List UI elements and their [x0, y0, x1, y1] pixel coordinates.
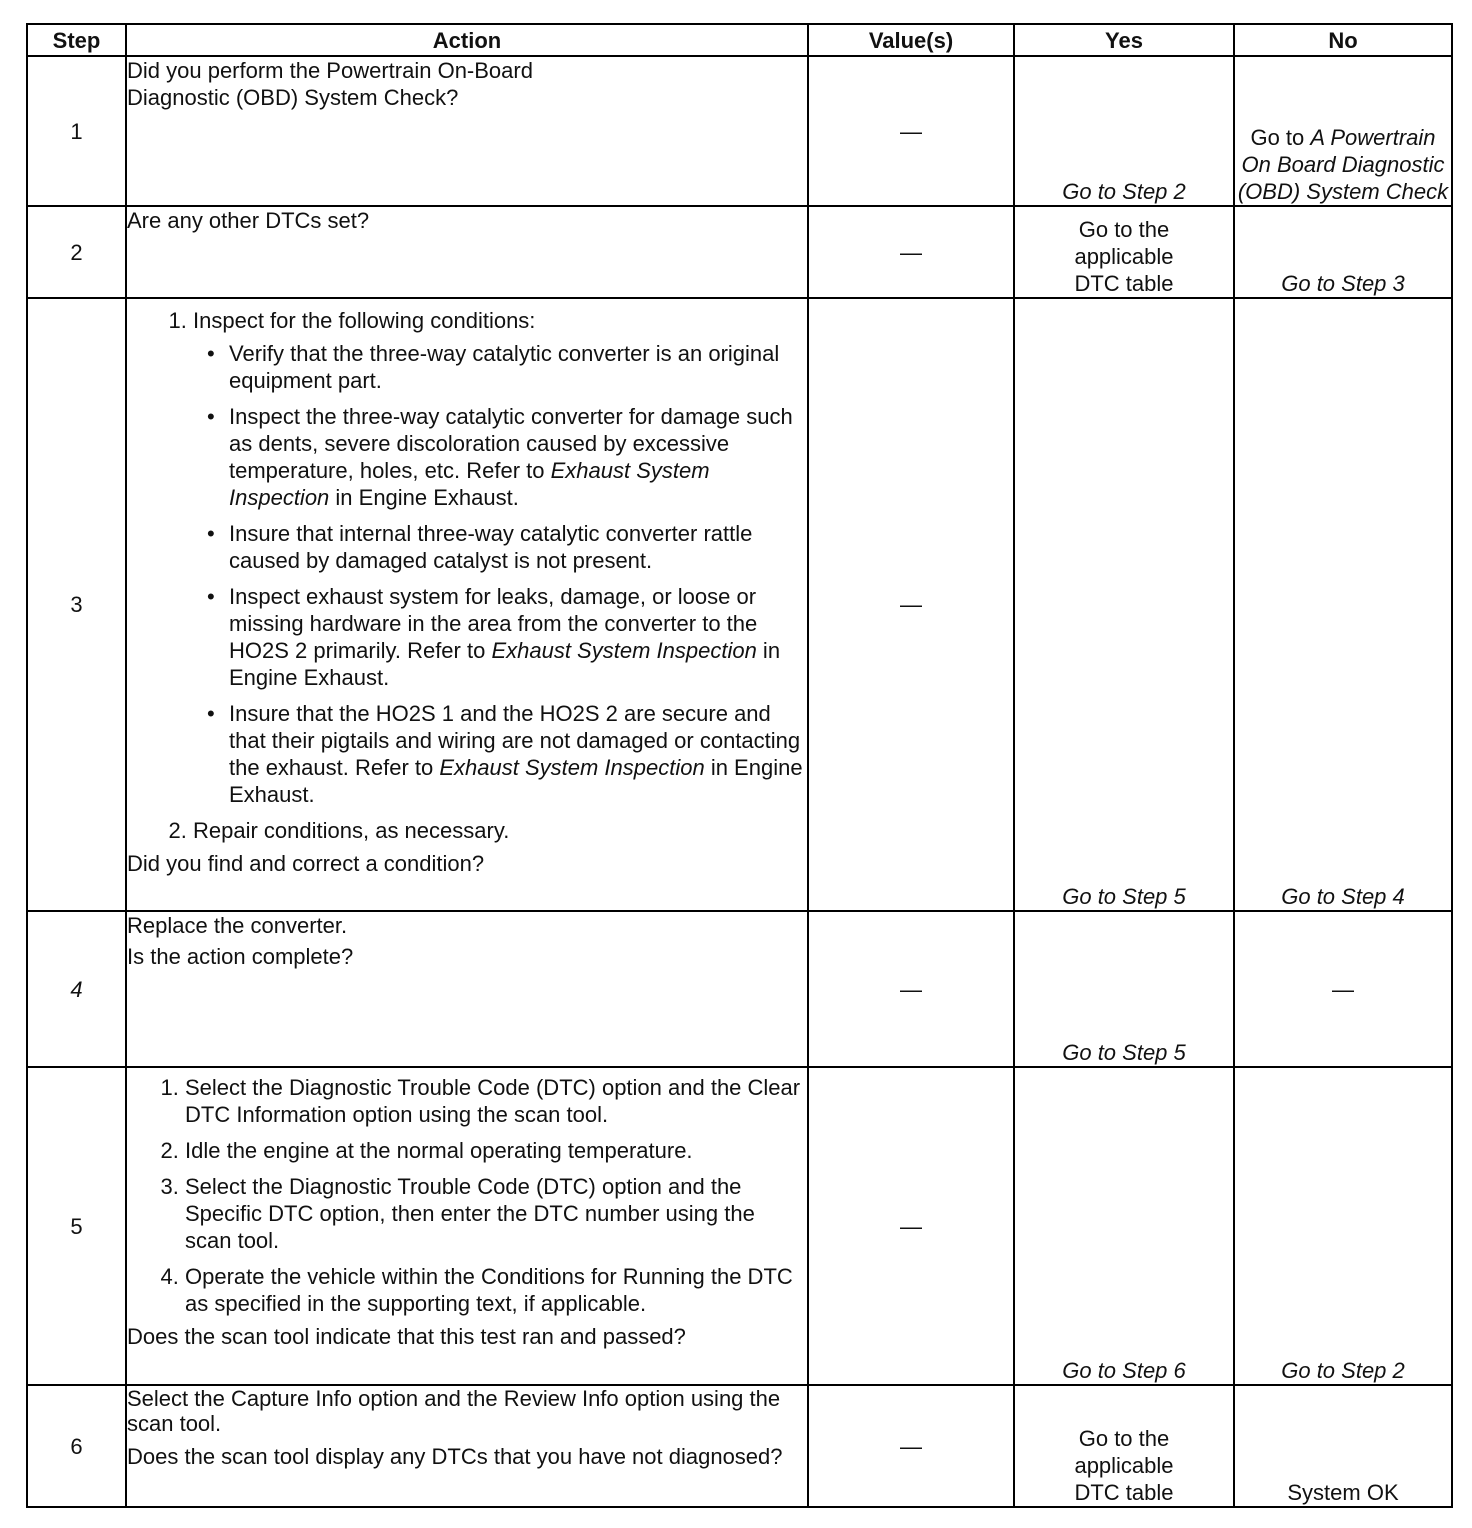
table-row-step-4: [27, 911, 1452, 1067]
no-cell: —: [1234, 911, 1452, 1067]
no-link[interactable]: Go to Step 2: [1234, 1067, 1452, 1385]
bullet-text: Insure that the HO2S 1 and the HO2S 2 are secure and that their pigtails and wiring are not damaged or contacting the exhaust. Refer to: [229, 701, 801, 780]
no-link[interactable]: Go to Step 3: [1234, 206, 1452, 298]
bullet-text: in Engine Exhaust.: [229, 755, 803, 807]
action-text: [126, 56, 808, 206]
no-link[interactable]: [1234, 56, 1452, 206]
value-cell: —: [808, 1385, 1014, 1507]
header-no: No: [1234, 24, 1452, 56]
action-question: Did you perform the Powertrain On-Board Diagnostic (OBD) System Check?: [127, 58, 533, 110]
value-cell: —: [808, 298, 1014, 911]
table-row-step-5: [27, 1067, 1452, 1385]
value-cell: —: [808, 206, 1014, 298]
header-row: [27, 24, 1452, 56]
action-item: [193, 307, 807, 808]
header-step: Step: [27, 24, 126, 56]
yes-link[interactable]: [1014, 206, 1234, 298]
bullet-item: [229, 583, 807, 691]
action-question: Did you find and correct a condition?: [127, 851, 485, 876]
action-item: 4. Operate the vehicle within the Conditions for Running the DTC as specified in the supporting text, if applicable.: [185, 1263, 807, 1317]
header-yes: Yes: [1014, 24, 1234, 56]
step-number: 5: [27, 1067, 126, 1385]
value-cell: —: [808, 56, 1014, 206]
bullet-item: [229, 700, 807, 808]
action-text: [126, 1385, 808, 1507]
yes-link[interactable]: Go to Step 6: [1014, 1067, 1234, 1385]
yes-link-text[interactable]: Go to the applicable DTC table: [1074, 1426, 1174, 1505]
no-link[interactable]: Go to Step 4: [1234, 298, 1452, 911]
action-instruction: Select the Capture Info option and the Review Info option using the scan tool.: [127, 1386, 781, 1436]
reference-link[interactable]: Exhaust System Inspection: [229, 458, 710, 510]
yes-link[interactable]: Go to Step 5: [1014, 298, 1234, 911]
action-question: Does the scan tool indicate that this test ran and passed?: [127, 1324, 686, 1349]
yes-link-text[interactable]: Go to the applicable DTC table: [1074, 217, 1174, 296]
table-row-step-6: [27, 1385, 1452, 1507]
action-item: 3. Select the Diagnostic Trouble Code (DTC) option and the Specific DTC option, then enter the DTC number using the scan tool.: [185, 1173, 807, 1254]
bullet-list: [193, 340, 807, 808]
diagnostic-table: [26, 23, 1453, 1508]
no-result: System OK: [1234, 1385, 1452, 1507]
bullet-item: • Verify that the three-way catalytic converter is an original equipment part.: [229, 340, 807, 394]
step-number: 6: [27, 1385, 126, 1507]
action-text: [126, 1067, 808, 1385]
step-number: 2: [27, 206, 126, 298]
bullet-text: Inspect the three-way catalytic converter for damage such as dents, severe discoloration caused by excessive temperature, holes, etc. Refer to: [229, 404, 793, 483]
table-row-step-2: [27, 206, 1452, 298]
action-text: Are any other DTCs set?: [126, 206, 808, 298]
step-number: 1: [27, 56, 126, 206]
step-number: 4: [27, 911, 126, 1067]
table-row-step-3: [27, 298, 1452, 911]
yes-link[interactable]: Go to Step 5: [1014, 911, 1234, 1067]
header-action: Action: [126, 24, 808, 56]
action-item: 2. Repair conditions, as necessary.: [193, 817, 807, 844]
action-instruction: Replace the converter.: [127, 913, 348, 938]
table-row-step-1: [27, 56, 1452, 206]
reference-link[interactable]: Exhaust System Inspection: [491, 638, 757, 663]
action-text: [126, 911, 808, 1067]
action-list: [127, 307, 807, 844]
action-item: 2. Idle the engine at the normal operating temperature.: [185, 1137, 807, 1164]
reference-link[interactable]: Exhaust System Inspection: [439, 755, 705, 780]
action-item-text: Inspect for the following conditions:: [193, 308, 536, 333]
yes-link[interactable]: [1014, 1385, 1234, 1507]
bullet-item: [229, 403, 807, 511]
bullet-item: • Insure that internal three-way catalytic converter rattle caused by damaged catalyst is not present.: [229, 520, 807, 574]
no-prefix: Go to: [1250, 125, 1311, 150]
action-text: [126, 298, 808, 911]
action-question: Is the action complete?: [127, 944, 354, 969]
value-cell: —: [808, 911, 1014, 1067]
bullet-text: in Engine Exhaust.: [229, 638, 781, 690]
bullet-text: in Engine Exhaust.: [329, 485, 519, 510]
action-list: [127, 1074, 807, 1317]
bullet-text: Inspect exhaust system for leaks, damage, or loose or missing hardware in the area from the converter to the HO2S 2 primarily. Refer to: [229, 584, 758, 663]
value-cell: —: [808, 1067, 1014, 1385]
step-number: 3: [27, 298, 126, 911]
yes-link[interactable]: Go to Step 2: [1014, 56, 1234, 206]
action-question: Does the scan tool display any DTCs that you have not diagnosed?: [127, 1444, 783, 1469]
header-values: Value(s): [808, 24, 1014, 56]
action-item: 1. Select the Diagnostic Trouble Code (DTC) option and the Clear DTC Information option using the scan tool.: [185, 1074, 807, 1128]
no-link-text[interactable]: A Powertrain On Board Diagnostic (OBD) System Check: [1237, 125, 1449, 204]
